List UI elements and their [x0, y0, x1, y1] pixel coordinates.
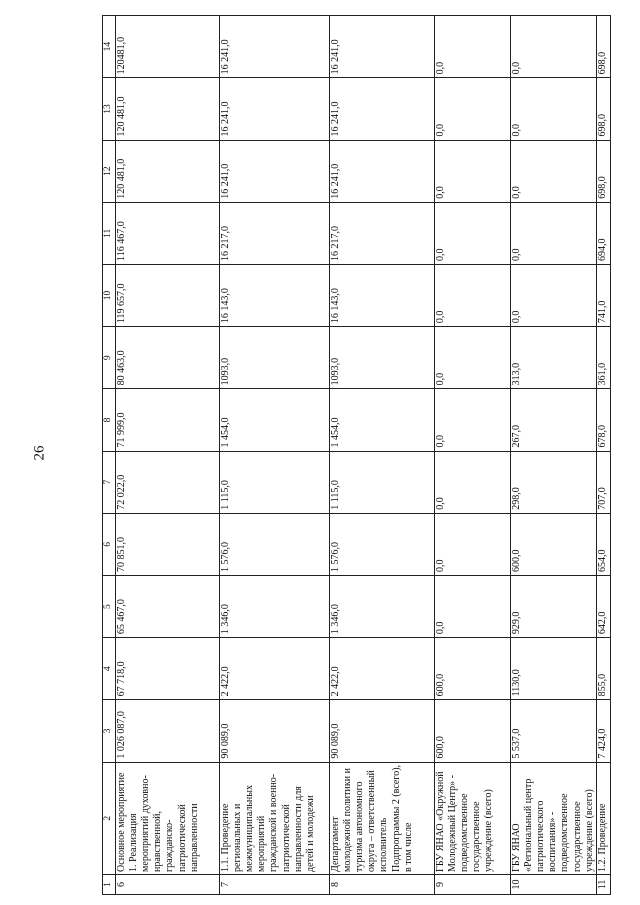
cell-value: 0,0 — [434, 389, 510, 451]
cell-value: 90 089,0 — [329, 700, 434, 762]
cell-value: 16 241,0 — [329, 140, 434, 202]
table-header-row — [103, 16, 116, 895]
row-number: 8 — [329, 874, 434, 894]
cell-value: 0,0 — [510, 140, 596, 202]
cell-value: 313,0 — [510, 327, 596, 389]
cell-value: 1 346,0 — [219, 575, 329, 637]
cell-value: 707,0 — [596, 451, 610, 513]
column-header: 2 — [103, 762, 116, 874]
row-number: 9 — [434, 874, 510, 894]
cell-value: 67 718,0 — [115, 638, 219, 700]
cell-value: 16 143,0 — [329, 264, 434, 326]
column-header: 6 — [103, 513, 116, 575]
cell-value: 1 576,0 — [329, 513, 434, 575]
row-number: 7 — [219, 874, 329, 894]
column-header: 8 — [103, 389, 116, 451]
cell-value: 71 999,0 — [115, 389, 219, 451]
cell-value: 0,0 — [434, 327, 510, 389]
cell-value: 65 467,0 — [115, 575, 219, 637]
cell-value: 698,0 — [596, 16, 610, 78]
cell-value: 0,0 — [434, 264, 510, 326]
cell-value: 1093,0 — [329, 327, 434, 389]
cell-value: 642,0 — [596, 575, 610, 637]
column-header: 10 — [103, 264, 116, 326]
cell-value: 16 241,0 — [329, 78, 434, 140]
column-header: 3 — [103, 700, 116, 762]
cell-value: 120 481,0 — [115, 78, 219, 140]
row-description: 1.2. Проведение — [596, 762, 610, 874]
row-description: Департамент молодежной политики и туризма автономного округа – ответственный исполнитель Подпрограммы 2 (всего), в том числе — [329, 762, 434, 874]
column-header: 14 — [103, 16, 116, 78]
cell-value: 0,0 — [510, 264, 596, 326]
cell-value: 0,0 — [434, 575, 510, 637]
cell-value: 929,0 — [510, 575, 596, 637]
cell-value: 80 463,0 — [115, 327, 219, 389]
cell-value: 70 851,0 — [115, 513, 219, 575]
column-header: 12 — [103, 140, 116, 202]
cell-value: 119 657,0 — [115, 264, 219, 326]
column-header: 4 — [103, 638, 116, 700]
column-header: 11 — [103, 202, 116, 264]
column-header: 13 — [103, 78, 116, 140]
cell-value: 0,0 — [434, 513, 510, 575]
row-number: 11 — [596, 874, 610, 894]
cell-value: 741,0 — [596, 264, 610, 326]
table-row — [115, 16, 219, 895]
cell-value: 0,0 — [510, 202, 596, 264]
cell-value: 1 576,0 — [219, 513, 329, 575]
column-header: 9 — [103, 327, 116, 389]
cell-value: 600,0 — [434, 638, 510, 700]
table-row — [329, 16, 434, 895]
cell-value: 1 026 087,0 — [115, 700, 219, 762]
cell-value: 5 537,0 — [510, 700, 596, 762]
row-number: 10 — [510, 874, 596, 894]
cell-value: 0,0 — [434, 78, 510, 140]
cell-value: 267,0 — [510, 389, 596, 451]
table-row — [434, 16, 510, 895]
cell-value: 16 241,0 — [219, 140, 329, 202]
cell-value: 1130,0 — [510, 638, 596, 700]
cell-value: 298,0 — [510, 451, 596, 513]
cell-value: 0,0 — [434, 140, 510, 202]
cell-value: 698,0 — [596, 140, 610, 202]
cell-value: 90 089,0 — [219, 700, 329, 762]
cell-value: 120 481,0 — [115, 140, 219, 202]
table-row — [510, 16, 596, 895]
row-description: ГБУ ЯНАО «Региональный центр патриотического воспитания» - подведомственное государственное учреждение (всего) — [510, 762, 596, 874]
cell-value: 0,0 — [510, 16, 596, 78]
cell-value: 0,0 — [510, 78, 596, 140]
column-header: 7 — [103, 451, 116, 513]
cell-value: 1093,0 — [219, 327, 329, 389]
cell-value: 2 422,0 — [219, 638, 329, 700]
cell-value: 16 241,0 — [219, 78, 329, 140]
cell-value: 7 424,0 — [596, 700, 610, 762]
cell-value: 116 467,0 — [115, 202, 219, 264]
cell-value: 120481,0 — [115, 16, 219, 78]
cell-value: 654,0 — [596, 513, 610, 575]
column-header: 5 — [103, 575, 116, 637]
cell-value: 72 022,0 — [115, 451, 219, 513]
table-row — [596, 16, 610, 895]
table-row — [219, 16, 329, 895]
row-description: Основное мероприятие 1. Реализация мероприятий духовно-нравственной, гражданско-патриотической направленности — [115, 762, 219, 874]
cell-value: 16 143,0 — [219, 264, 329, 326]
cell-value: 16 241,0 — [219, 16, 329, 78]
cell-value: 698,0 — [596, 78, 610, 140]
cell-value: 0,0 — [434, 451, 510, 513]
row-number: 6 — [115, 874, 219, 894]
cell-value: 855,0 — [596, 638, 610, 700]
cell-value: 0,0 — [434, 202, 510, 264]
cell-value: 1 115,0 — [329, 451, 434, 513]
cell-value: 2 422,0 — [329, 638, 434, 700]
cell-value: 1 115,0 — [219, 451, 329, 513]
row-description: 1.1. Проведение региональных и межмуниципальных мероприятий гражданской и военно-патриотической направленности для детей и молодежи — [219, 762, 329, 874]
cell-value: 694,0 — [596, 202, 610, 264]
cell-value: 600,0 — [434, 700, 510, 762]
row-description: ГБУ ЯНАО «Окружной Молодежный Центр» - подведомственное государственное учреждение (всего) — [434, 762, 510, 874]
page-number: 26 — [31, 445, 48, 461]
cell-value: 678,0 — [596, 389, 610, 451]
cell-value: 16 217,0 — [329, 202, 434, 264]
column-header: 1 — [103, 874, 116, 894]
cell-value: 361,0 — [596, 327, 610, 389]
cell-value: 16 217,0 — [219, 202, 329, 264]
cell-value: 600,0 — [510, 513, 596, 575]
cell-value: 1 454,0 — [329, 389, 434, 451]
cell-value: 1 454,0 — [219, 389, 329, 451]
cell-value: 0,0 — [434, 16, 510, 78]
budget-table — [102, 15, 611, 895]
cell-value: 1 346,0 — [329, 575, 434, 637]
cell-value: 16 241,0 — [329, 16, 434, 78]
